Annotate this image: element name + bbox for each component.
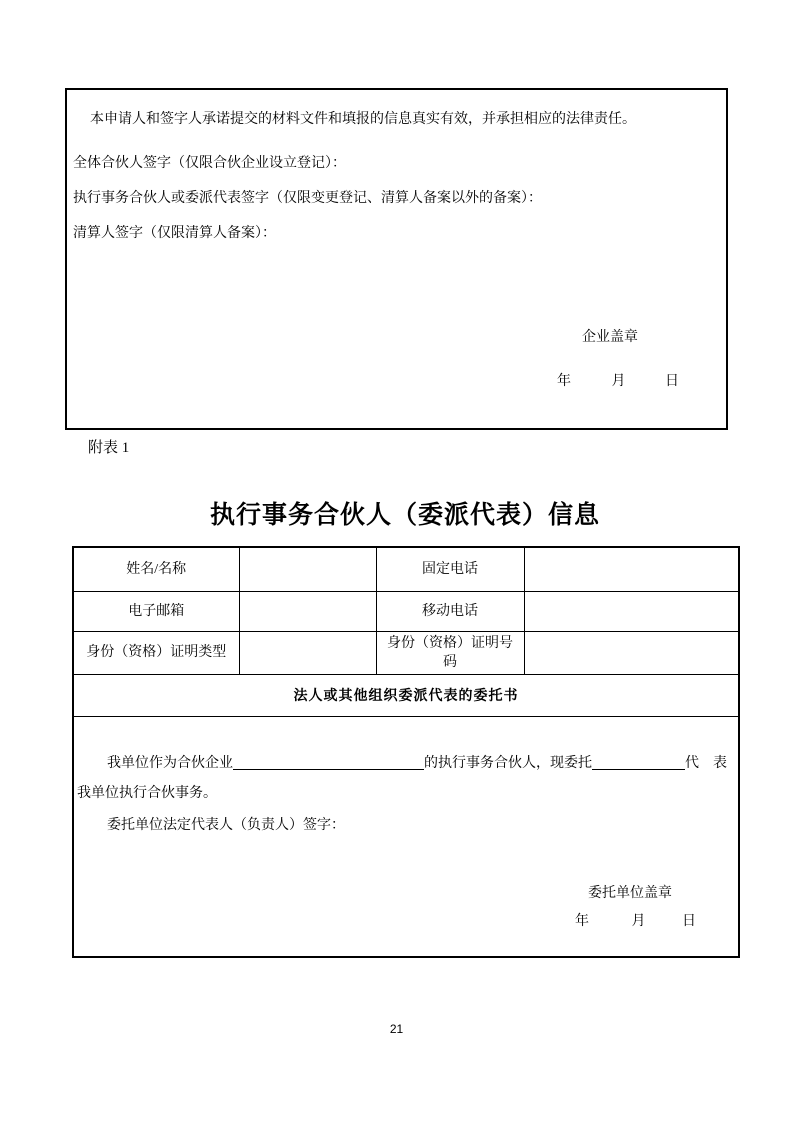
mobile-phone-value-cell xyxy=(524,591,739,631)
commitment-statement: 本申请人和签字人承诺提交的材料文件和填报的信息真实有效，并承担相应的法律责任。 xyxy=(90,112,636,127)
delegating-unit-seal-label: 委托单位盖章 xyxy=(588,885,672,901)
annex-label: 附表 1 xyxy=(88,440,130,456)
poa-statement-line2: 我单位执行合伙事务。 xyxy=(77,785,217,801)
sign-line-executive-partner: 执行事务合伙人或委派代表签字（仅限变更登记、清算人备案以外的备案）： xyxy=(73,191,542,206)
table-row xyxy=(73,716,739,957)
poa-statement-line1 xyxy=(107,754,727,774)
table-row xyxy=(73,674,739,716)
poa-text-middle: 的执行事务合伙人，现委托 xyxy=(424,755,592,771)
fixed-phone-value-cell xyxy=(524,547,739,591)
poa-representative-sign-label: 委托单位法定代表人（负责人）签字： xyxy=(107,817,345,833)
id-number-value-cell xyxy=(524,631,739,674)
poa-date-line xyxy=(575,912,696,931)
name-value-cell xyxy=(239,547,376,591)
year-label: 年 xyxy=(575,913,589,929)
power-of-attorney-header: 法人或其他组织委派代表的委托书 xyxy=(73,674,739,716)
enterprise-name-blank xyxy=(233,755,424,770)
email-field-label: 电子邮箱 xyxy=(73,591,239,631)
power-of-attorney-body xyxy=(73,716,739,957)
table-row xyxy=(73,631,739,674)
day-label: 日 xyxy=(682,913,696,929)
form-title: 执行事务合伙人（委派代表）信息 xyxy=(209,502,600,529)
enterprise-seal-label: 企业盖章 xyxy=(582,330,638,345)
table-row xyxy=(73,591,739,631)
name-field-label: 姓名/名称 xyxy=(73,547,239,591)
sign-line-all-partners: 全体合伙人签字（仅限合伙企业设立登记）： xyxy=(73,156,346,171)
month-label: 月 xyxy=(611,374,626,389)
declaration-box xyxy=(65,88,728,430)
page-number: 21 xyxy=(389,1022,404,1036)
id-type-field-label: 身份（资格）证明类型 xyxy=(73,631,239,674)
delegate-name-blank xyxy=(592,755,685,770)
email-value-cell xyxy=(239,591,376,631)
poa-text-prefix: 我单位作为合伙企业 xyxy=(107,755,233,771)
mobile-phone-field-label: 移动电话 xyxy=(376,591,524,631)
declaration-date-line xyxy=(557,370,679,390)
day-label: 日 xyxy=(665,374,679,389)
sign-line-liquidator: 清算人签字（仅限清算人备案）： xyxy=(73,226,276,241)
id-number-field-label: 身份（资格）证明号码 xyxy=(376,631,524,674)
fixed-phone-field-label: 固定电话 xyxy=(376,547,524,591)
id-type-value-cell xyxy=(239,631,376,674)
executive-partner-info-table xyxy=(72,546,740,958)
year-label: 年 xyxy=(557,374,571,389)
month-label: 月 xyxy=(631,913,646,929)
poa-text-suffix: 代 表 xyxy=(685,755,727,771)
table-row xyxy=(73,547,739,591)
